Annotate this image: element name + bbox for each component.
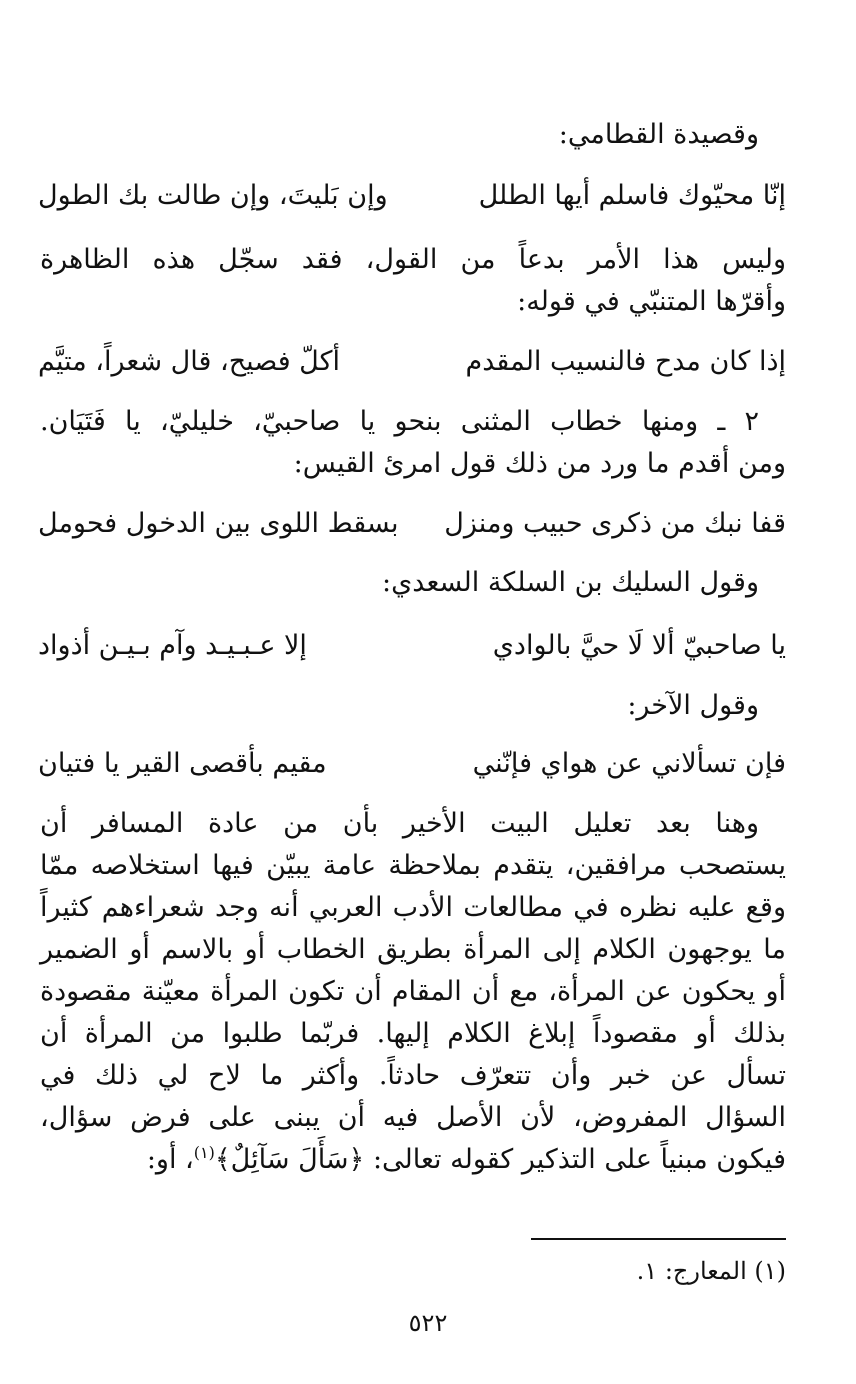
text-line: ما يوجهون الكلام إلى المرأة بطريق الخطاب أو بالاسم أو الضمير — [40, 934, 786, 965]
text-line: وقول السليك بن السلكة السعدي: — [382, 567, 759, 598]
verse-first-hemistich: قفا نبك من ذكرى حبيب ومنزل — [444, 508, 786, 539]
text-line: السؤال المفروض، لأن الأصل فيه أن يبنى على فرض سؤال، — [40, 1102, 786, 1133]
verse-first-hemistich: إذا كان مدح فالنسيب المقدم — [465, 346, 786, 377]
text-line: أو يحكون عن المرأة، مع أن المقام أن تكون المرأة معيّنة مقصودة — [40, 976, 786, 1007]
verse-second-hemistich: مقيم بأقصى القير يا فتيان — [38, 748, 327, 779]
text-line: بذلك أو مقصوداً إبلاغ الكلام إليها. فربّما طلبوا من المرأة أن — [40, 1018, 787, 1049]
footnote: (١) المعارج: ١. — [636, 1257, 786, 1285]
text-line: ومن أقدم ما ورد من ذلك قول امرئ القيس: — [293, 448, 786, 479]
text-line-with-footnote — [147, 1140, 786, 1180]
footnote-reference: (١) — [193, 1143, 215, 1162]
text-line: وقول الآخر: — [627, 690, 759, 721]
verse-second-hemistich: بسقط اللوى بين الدخول فحومل — [38, 508, 399, 539]
verse-first-hemistich: إنّا محيّوك فاسلم أيها الطلل — [478, 180, 786, 211]
verse-first-hemistich: يا صاحبيّ ألا لَا حيَّ بالوادي — [492, 630, 786, 661]
verse-second-hemistich: وإن بَليتَ، وإن طالت بك الطول — [38, 180, 388, 211]
text-line: فيكون مبنياً على التذكير كقوله تعالى: ﴿سَأَلَ سَآئِلٌ﴾ — [214, 1144, 786, 1175]
verse-second-hemistich: إلا عـبـيـد وآم بـيـن أذواد — [38, 630, 307, 661]
text-line: وليس هذا الأمر بدعاً من القول، فقد سجّل هذه الظاهرة — [40, 244, 786, 275]
text-line: وقع عليه نظره في مطالعات الأدب العربي أنه وجد شعراءهم كثيراً — [40, 892, 786, 923]
text-line: ، أو: — [146, 1144, 194, 1175]
verse-second-hemistich: أكلّ فصيح، قال شعراً، متيَّم — [38, 346, 340, 377]
text-line: وهنا بعد تعليل البيت الأخير بأن من عادة المسافر أن — [40, 808, 759, 839]
verse-first-hemistich: فإن تسألاني عن هواي فإنّني — [472, 748, 786, 779]
text-line: وأقرّها المتنبّي في قوله: — [517, 286, 786, 317]
text-line: ٢ ـ ومنها خطاب المثنى بنحو يا صاحبيّ، خليليّ، يا فَتَيَان. — [40, 406, 759, 437]
footnote-separator — [531, 1238, 786, 1240]
page-number: ٥٢٢ — [408, 1309, 448, 1337]
text-line: يستصحب مرافقين، يتقدم بملاحظة عامة يبيّن فيها استخلاصه ممّا — [40, 850, 786, 881]
text-line: تسأل عن خبر وأن تتعرّف حادثاً. وأكثر ما لاح لي ذلك في — [40, 1060, 786, 1091]
text-line: وقصيدة القطامي: — [558, 119, 759, 150]
